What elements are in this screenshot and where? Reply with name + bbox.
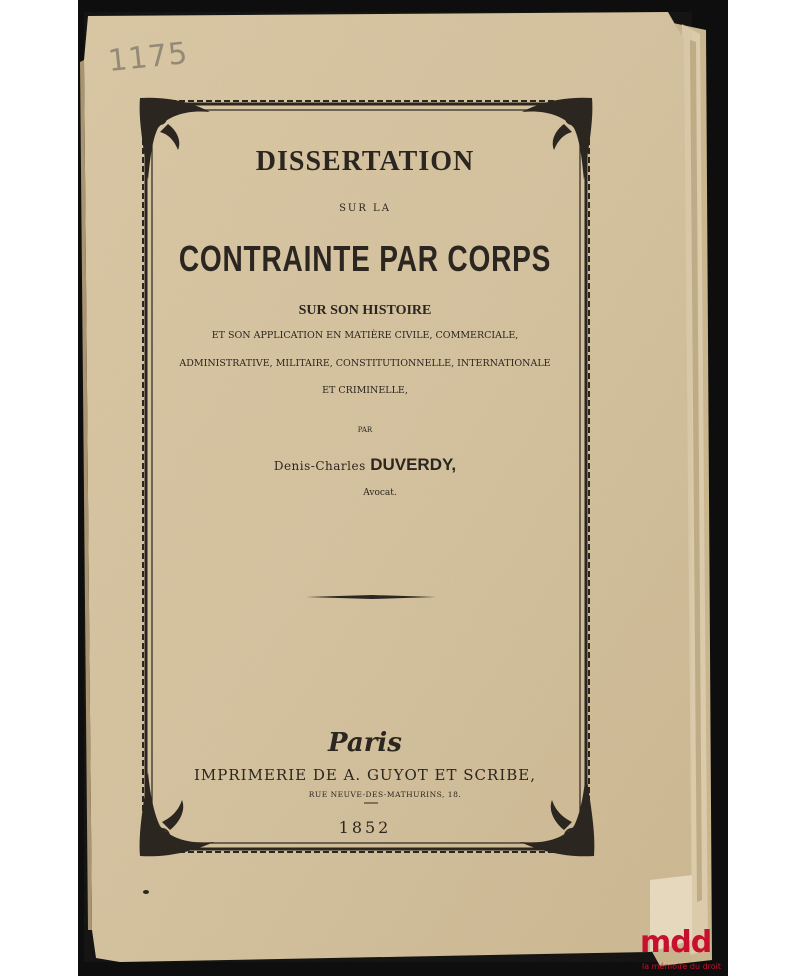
description-line-3: ET CRIMINELLE, (322, 385, 408, 396)
author-title: Avocat. (363, 488, 397, 498)
printer-address: RUE NEUVE-DES-MATHURINS, 18. (308, 790, 462, 799)
author (0, 455, 765, 475)
printer: IMPRIMERIE DE A. GUYOT ET SCRIBE, (194, 766, 536, 784)
author-last-name: DUVERDY, (370, 455, 457, 474)
description-line-2: ADMINISTRATIVE, MILITAIRE, CONSTITUTIONNELLE, INTERNATIONALE (179, 358, 551, 369)
by-label: PAR (357, 426, 373, 434)
handwritten-number: 1175 (106, 35, 190, 80)
ink-spot (143, 890, 149, 894)
logo-mark: mdd (640, 925, 712, 960)
publication-year: 1852 (338, 818, 392, 837)
author-first-name: Denis-Charles (273, 459, 366, 473)
main-title: CONTRAINTE PAR CORPS (178, 238, 552, 279)
title-connector: SUR LA (339, 203, 391, 214)
subtitle: SUR SON HISTOIRE (298, 303, 432, 318)
title: DISSERTATION (255, 146, 475, 177)
description-line-1: ET SON APPLICATION EN MATIÈRE CIVILE, COMMERCIALE, (211, 330, 519, 341)
watermark-logo (640, 925, 720, 973)
publication-city: Paris (328, 728, 402, 758)
logo-tagline: la mémoire du droit (642, 962, 722, 971)
